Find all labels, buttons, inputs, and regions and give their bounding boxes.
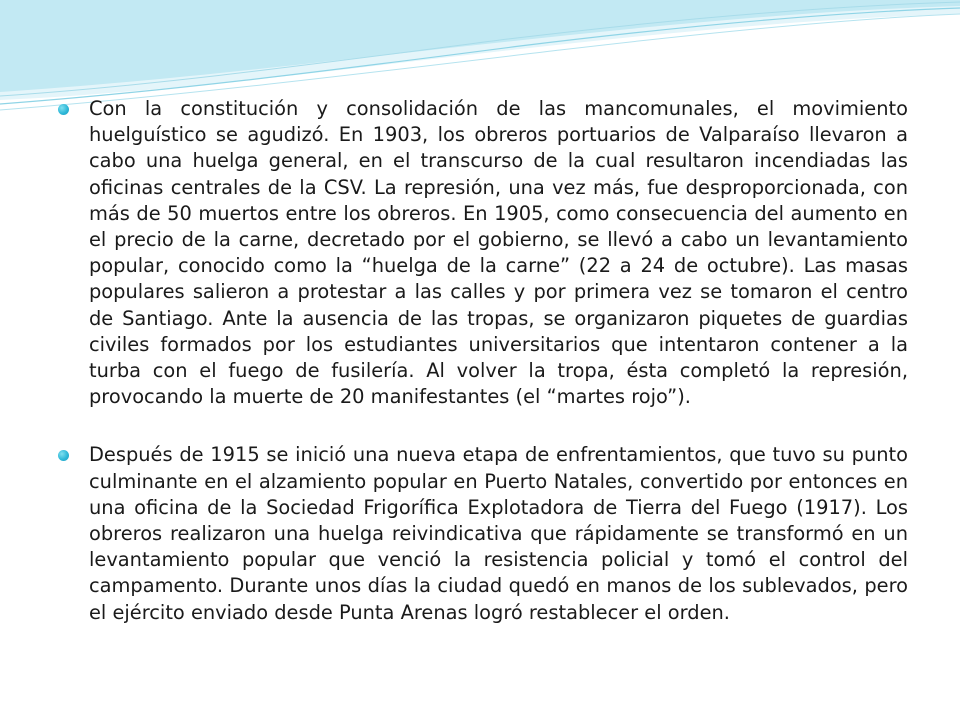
bullet-dot-icon [58, 450, 69, 461]
slide-body [54, 96, 908, 626]
paragraph-1-text: Con la constitución y consolidación de las mancomunales, el movimiento huelguístico se agudizó. En 1903, los obreros portuarios de Valparaíso llevaron a cabo una huelga general, en el transcurso de la cual resultaron incendiadas las oficinas centrales de la CSV. La represión, una vez más, fue desproporcionada, con más de 50 muertos entre los obreros. En 1905, como consecuencia del aumento en el precio de la carne, decretado por el gobierno, se llevó a cabo un levantamiento popular, conocido como la “huelga de la carne” (22 a 24 de octubre). Las masas populares salieron a protestar a las calles y por primera vez se tomaron el centro de Santiago. Ante la ausencia de las tropas, se organizaron piquetes de guardias civiles formados por los estudiantes universitarios que intentaron contener a la turba con el fuego de fusilería. Al volver la tropa, ésta completó la represión, provocando la muerte de 20 manifestantes (el “martes rojo”). [89, 97, 908, 409]
bullet-dot-icon [58, 104, 69, 115]
bullet-paragraph-1 [54, 96, 908, 410]
paragraph-2-text: Después de 1915 se inició una nueva etapa de enfrentamientos, que tuvo su punto culminante en el alzamiento popular en Puerto Natales, convertido por entonces en una oficina de la Sociedad Frigorífica Explotadora de Tierra del Fuego (1917). Los obreros realizaron una huelga reivindicativa que rápidamente se transformó en un levantamiento popular que venció la resistencia policial y tomó el control del campamento. Durante unos días la ciudad quedó en manos de los sublevados, pero el ejército enviado desde Punta Arenas logró restablecer el orden. [89, 443, 908, 624]
bullet-paragraph-2 [54, 442, 908, 625]
